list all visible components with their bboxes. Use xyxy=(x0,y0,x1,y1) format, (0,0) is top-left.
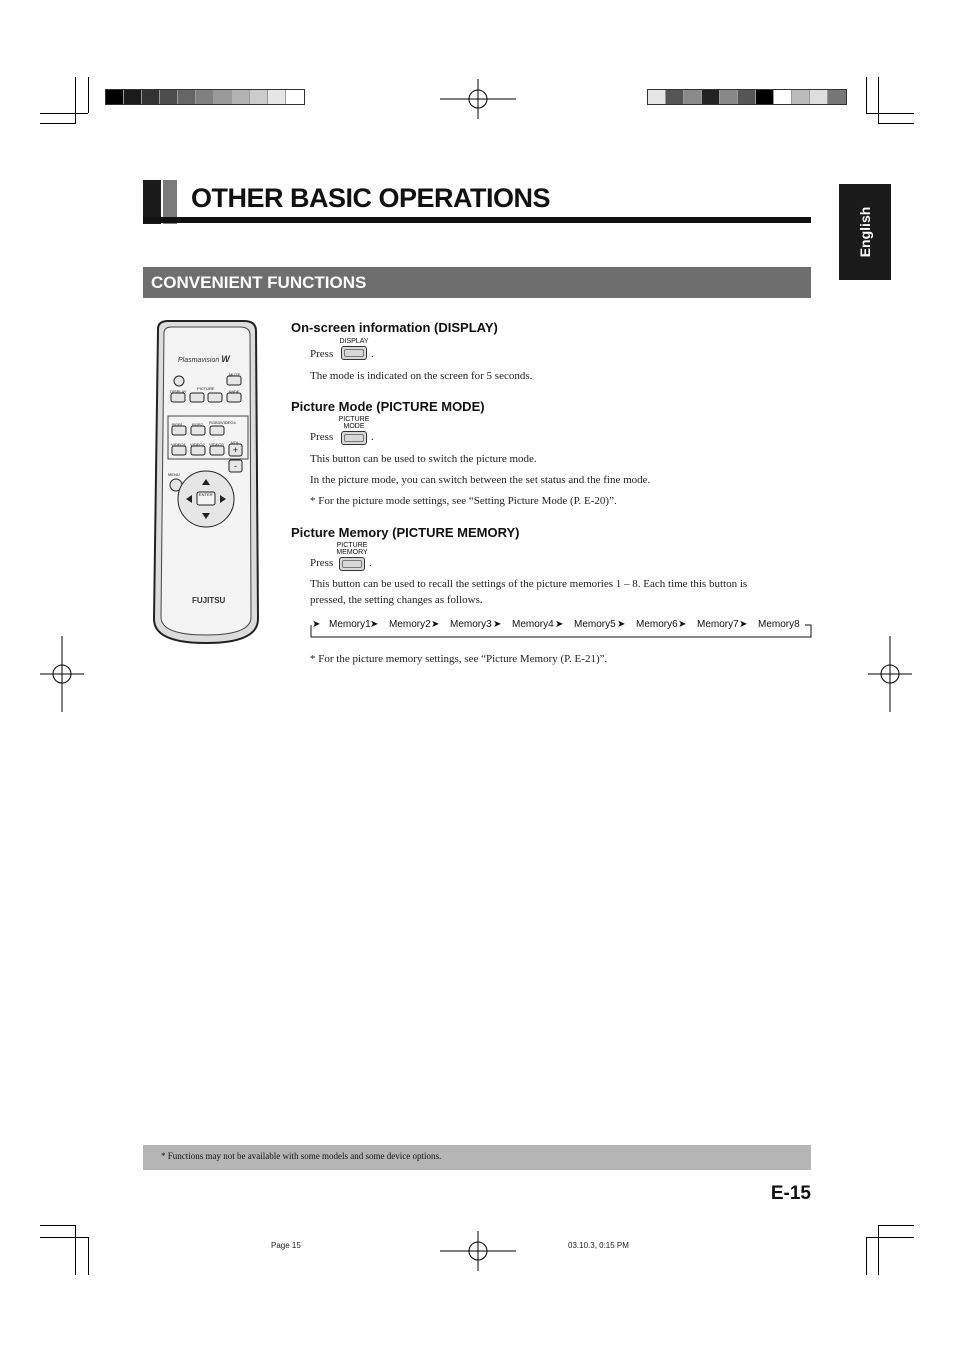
crop-mark xyxy=(75,77,76,123)
section-title: CONVENIENT FUNCTIONS xyxy=(151,273,367,292)
picture-memory-key-label-1: PICTURE xyxy=(336,542,368,549)
flow-memory-4: Memory4 xyxy=(512,619,554,630)
svg-text:-: - xyxy=(234,461,237,471)
remote-label-menu: MENU xyxy=(168,472,180,477)
color-bar-right xyxy=(647,89,847,105)
flow-memory-2: Memory2 xyxy=(389,619,431,630)
picture-mode-line-1: This button can be used to switch the picture mode. xyxy=(310,453,537,465)
flow-arrow: ➤ xyxy=(555,619,564,630)
picture-memory-line-2: pressed, the setting changes as follows. xyxy=(310,594,483,606)
remote-label-rgb1: RGB1 xyxy=(172,422,183,427)
slug-page: Page 15 xyxy=(271,1241,301,1250)
remote-label-enter: ENTER xyxy=(199,492,213,497)
page-title-band xyxy=(143,180,811,224)
remote-label-video1: VIDEO1 xyxy=(171,442,186,447)
picture-mode-note: * For the picture mode settings, see “Setting Picture Mode (P. E-20)”. xyxy=(310,495,617,507)
remote-label-picture: PICTURE xyxy=(197,386,215,391)
crop-mark xyxy=(88,1237,89,1275)
registration-mark-bottom xyxy=(440,1231,516,1271)
flow-arrow: ➤ xyxy=(739,619,748,630)
crop-mark xyxy=(75,1225,76,1275)
crop-mark xyxy=(866,113,914,114)
crop-mark xyxy=(40,113,88,114)
display-button[interactable] xyxy=(341,346,367,360)
flow-arrow: ➤ xyxy=(370,619,379,630)
period: . xyxy=(369,557,372,569)
page-number: E-15 xyxy=(770,1183,811,1204)
footer-note-bar xyxy=(143,1145,811,1170)
picture-memory-key-label-2: MEMORY xyxy=(336,549,368,556)
crop-mark xyxy=(878,1225,879,1275)
flow-arrow: ➤ xyxy=(312,619,321,630)
page-title: OTHER BASIC OPERATIONS xyxy=(191,183,551,213)
flow-arrow: ➤ xyxy=(678,619,687,630)
remote-label-display: DISPLAY xyxy=(170,389,187,394)
crop-mark xyxy=(40,1225,76,1226)
svg-text:+: + xyxy=(232,445,239,455)
picture-memory-line-1: This button can be used to recall the settings of the picture memories 1 – 8. Each time this button is xyxy=(310,578,748,590)
picture-mode-key-label-1: PICTURE xyxy=(338,416,370,423)
registration-mark-left xyxy=(40,636,84,712)
remote-label-mute: MUTE xyxy=(229,372,241,377)
flow-memory-6: Memory6 xyxy=(636,619,678,630)
flow-arrow: ➤ xyxy=(493,619,502,630)
crop-mark xyxy=(866,1237,914,1238)
language-tab-label: English xyxy=(857,206,873,258)
registration-mark-right xyxy=(868,636,912,712)
remote-label-rgb2: RGB2 xyxy=(192,422,203,427)
picture-memory-button[interactable] xyxy=(339,557,365,571)
crop-mark xyxy=(40,123,76,124)
remote-maker: FUJITSU xyxy=(192,596,226,605)
flow-arrow: ➤ xyxy=(617,619,626,630)
remote-label-video2: VIDEO2 xyxy=(190,442,205,447)
remote-label-wide: WIDE xyxy=(229,389,240,394)
picture-mode-button[interactable] xyxy=(341,431,367,445)
section-header xyxy=(143,267,811,298)
press-text: Press xyxy=(310,348,334,360)
heading-display: On-screen information (DISPLAY) xyxy=(291,320,498,335)
crop-mark xyxy=(866,1237,867,1275)
crop-mark xyxy=(40,1237,88,1238)
footer-note: * Functions may not be available with some models and some device options. xyxy=(161,1151,442,1161)
heading-picture-mode: Picture Mode (PICTURE MODE) xyxy=(291,399,485,414)
flow-memory-5: Memory5 xyxy=(574,619,616,630)
press-text: Press xyxy=(310,557,334,569)
crop-mark xyxy=(878,123,914,124)
press-text: Press xyxy=(310,431,334,443)
display-key-label: DISPLAY xyxy=(339,338,369,345)
flow-memory-8: Memory8 xyxy=(758,619,800,630)
color-bar-left xyxy=(105,89,305,105)
flow-memory-7: Memory7 xyxy=(697,619,739,630)
remote-label-rgb3-video4: RGB3/VIDEO4 xyxy=(209,420,236,425)
flow-memory-3: Memory3 xyxy=(450,619,492,630)
title-underline xyxy=(143,217,811,223)
remote-brand xyxy=(178,354,230,364)
registration-mark-top xyxy=(440,79,516,119)
language-tab xyxy=(839,184,891,280)
flow-arrow: ➤ xyxy=(431,619,440,630)
remote-label-video3: VIDEO3 xyxy=(209,442,224,447)
crop-mark xyxy=(88,77,89,113)
remote-label-vol: VOL xyxy=(231,440,240,445)
picture-mode-line-2: In the picture mode, you can switch between the set status and the fine mode. xyxy=(310,474,651,486)
period: . xyxy=(371,348,374,360)
period: . xyxy=(371,431,374,443)
remote-brand-mark: W xyxy=(221,354,230,364)
picture-memory-note: * For the picture memory settings, see “Picture Memory (P. E-21)”. xyxy=(310,653,608,665)
picture-mode-key-label-2: MODE xyxy=(343,423,365,430)
crop-mark xyxy=(878,77,879,123)
flow-memory-1: Memory1 xyxy=(329,619,371,630)
heading-picture-memory: Picture Memory (PICTURE MEMORY) xyxy=(291,525,520,540)
remote-brand-text: Plasmavision xyxy=(178,357,220,364)
crop-mark xyxy=(878,1225,914,1226)
slug-date: 03.10.3, 0:15 PM xyxy=(568,1241,629,1250)
memory-cycle-diagram xyxy=(310,616,812,638)
display-description: The mode is indicated on the screen for 5 seconds. xyxy=(310,370,533,382)
crop-mark xyxy=(866,77,867,113)
